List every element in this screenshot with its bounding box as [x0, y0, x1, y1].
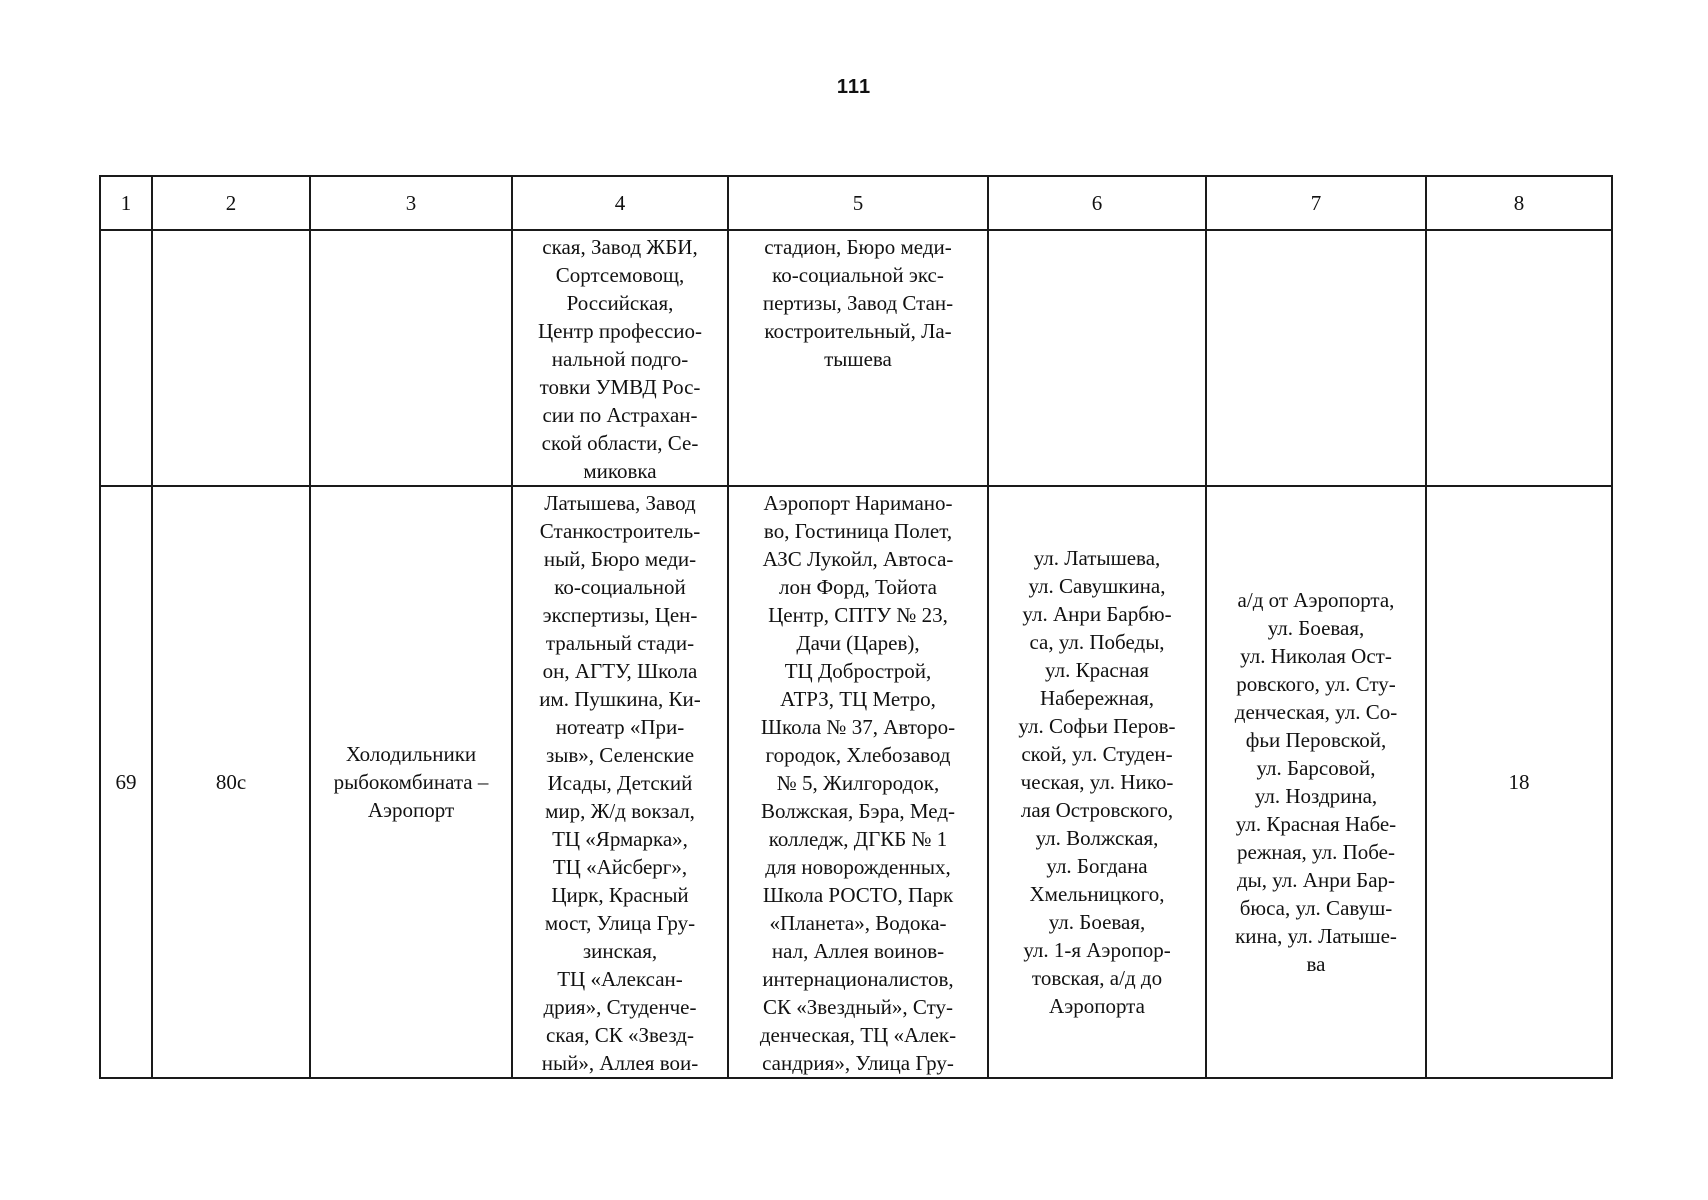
text-line: для новорожденных, [765, 855, 951, 879]
header-cell-1: 1 [100, 176, 152, 230]
text-line: Латышева, Завод [544, 491, 696, 515]
text-line: СК «Звездный», Сту- [763, 995, 953, 1019]
text-line: АТРЗ, ТЦ Метро, [780, 687, 936, 711]
cont-cell-streets-backward [1206, 230, 1426, 486]
text-line: ул. Боевая, [1048, 910, 1146, 934]
text-line: Центр, СПТУ № 23, [768, 603, 948, 627]
table-header-row [100, 176, 1612, 230]
header-cell-2: 2 [152, 176, 310, 230]
header-cell-6: 6 [988, 176, 1206, 230]
stops-forward-cell [512, 486, 728, 1078]
stops-backward-lines [733, 489, 983, 1077]
text-line: ТЦ «Ярмарка», [552, 827, 688, 851]
text-line: Хмельницкого, [1029, 882, 1165, 906]
cont-cell-route-name [310, 230, 512, 486]
text-line: денческая, ТЦ «Алек- [759, 1023, 957, 1047]
text-line: фьи Перовской, [1245, 728, 1387, 752]
text-line: Аэропорт [367, 798, 455, 822]
cont-cell-length [1426, 230, 1612, 486]
text-line: Школа № 37, Авторо- [760, 715, 956, 739]
text-line: миковка [583, 459, 657, 483]
text-line: ТЦ «Алексан- [557, 967, 683, 991]
streets-backward-cell [1206, 486, 1426, 1078]
text-line: нальной подго- [551, 347, 689, 371]
text-line: Школа РОСТО, Парк [762, 883, 954, 907]
text-line: ул. Николая Ост- [1240, 644, 1392, 668]
text-line: ТЦ Добрострой, [784, 659, 932, 683]
text-line: Цирк, Красный [551, 883, 689, 907]
text-line: Холодильники [345, 742, 477, 766]
route-row-69 [100, 486, 1612, 1078]
stops-backward-cell [728, 486, 988, 1078]
text-line: ул. Красная Набе- [1235, 812, 1397, 836]
text-line: рыбокомбината – [333, 770, 489, 794]
route-code-cell: 80с [152, 486, 310, 1078]
text-line: ный», Аллея вои- [541, 1051, 699, 1075]
text-line: бюса, ул. Савуш- [1239, 896, 1393, 920]
text-line: нотеатр «При- [555, 715, 685, 739]
streets-forward-cell [988, 486, 1206, 1078]
text-line: стадион, Бюро меди- [764, 235, 952, 259]
text-line: им. Пушкина, Ки- [539, 687, 701, 711]
text-line: кина, ул. Латыше- [1235, 924, 1397, 948]
text-line: тышева [824, 347, 892, 371]
text-line: «Планета», Водока- [769, 911, 947, 935]
text-line: ул. Красная [1045, 658, 1149, 682]
text-line: ул. Богдана [1046, 854, 1148, 878]
text-line: ТЦ «Айсберг», [552, 855, 688, 879]
text-line: режная, ул. Побе- [1237, 840, 1395, 864]
text-line: Исады, Детский [547, 771, 693, 795]
text-line: сандрия», Улица Гру- [762, 1051, 954, 1075]
text-line: ул. 1-я Аэропор- [1023, 938, 1171, 962]
text-line: ровского, ул. Сту- [1236, 672, 1396, 696]
cont-cell-number [100, 230, 152, 486]
header-cell-4: 4 [512, 176, 728, 230]
text-line: Аэропорт Наримано- [763, 491, 953, 515]
text-line: № 5, Жилгородок, [776, 771, 940, 795]
streets-backward-lines [1211, 586, 1421, 978]
text-line: ул. Софьи Перов- [1018, 714, 1176, 738]
text-line: ская, СК «Звезд- [546, 1023, 694, 1047]
text-line: ской области, Се- [541, 431, 699, 455]
header-cell-5: 5 [728, 176, 988, 230]
text-line: колледж, ДГКБ № 1 [768, 827, 948, 851]
text-line: экспертизы, Цен- [542, 603, 698, 627]
text-line: Российская, [566, 291, 674, 315]
text-line: ул. Волжская, [1035, 826, 1159, 850]
text-line: ул. Боевая, [1267, 616, 1365, 640]
text-line: ный, Бюро меди- [543, 547, 697, 571]
route-number-cell: 69 [100, 486, 152, 1078]
cont-cell-streets-forward [988, 230, 1206, 486]
text-line: ко-социальной [554, 575, 686, 599]
header-cell-7: 7 [1206, 176, 1426, 230]
header-cell-3: 3 [310, 176, 512, 230]
text-line: зыв», Селенские [545, 743, 695, 767]
text-line: товская, а/д до [1031, 966, 1163, 990]
streets-forward-lines [993, 544, 1201, 1020]
text-line: денческая, ул. Со- [1234, 700, 1398, 724]
text-line: ул. Ноздрина, [1254, 784, 1378, 808]
text-line: са, ул. Победы, [1029, 630, 1165, 654]
text-line: лон Форд, Тойота [779, 575, 937, 599]
header-cell-8: 8 [1426, 176, 1612, 230]
cont-cell-route-code [152, 230, 310, 486]
text-line: Набережная, [1039, 686, 1154, 710]
text-line: ской, ул. Студен- [1021, 742, 1173, 766]
text-line: Центр профессио- [538, 319, 702, 343]
text-line: он, АГТУ, Школа [542, 659, 698, 683]
text-line: ская, Завод ЖБИ, [542, 235, 698, 259]
text-line: интернационалистов, [762, 967, 954, 991]
continuation-row [100, 230, 1612, 486]
text-line: АЗС Лукойл, Автоса- [762, 547, 954, 571]
text-line: тральный стади- [545, 631, 695, 655]
route-name-cell [310, 486, 512, 1078]
text-line: ды, ул. Анри Бар- [1236, 868, 1396, 892]
text-line: мир, Ж/д вокзал, [545, 799, 695, 823]
text-line: дрия», Студенче- [543, 995, 697, 1019]
text-line: товки УМВД Рос- [539, 375, 701, 399]
cont-cell-stops-backward [728, 230, 988, 486]
text-line: Аэропорта [1049, 994, 1145, 1018]
text-line: во, Гостиница Полет, [763, 519, 953, 543]
text-line: костроительный, Ла- [764, 319, 952, 343]
text-line: мост, Улица Гру- [544, 911, 696, 935]
text-line: лая Островского, [1020, 798, 1174, 822]
text-line: сии по Астрахан- [542, 403, 698, 427]
text-line: Дачи (Царев), [796, 631, 920, 655]
text-line: нал, Аллея воинов- [771, 939, 945, 963]
route-length-cell: 18 [1426, 486, 1612, 1078]
cont-stops-forward-lines [517, 233, 723, 485]
text-line: зинская, [582, 939, 658, 963]
text-line: ческая, ул. Нико- [1020, 770, 1174, 794]
text-line: городок, Хлебозавод [765, 743, 951, 767]
text-line: ул. Барсовой, [1256, 756, 1376, 780]
text-line: Волжская, Бэра, Мед- [760, 799, 956, 823]
text-line: ул. Анри Барбю- [1022, 602, 1172, 626]
route-table [99, 175, 1613, 1079]
text-line: ко-социальной экс- [772, 263, 944, 287]
cont-stops-backward-lines [733, 233, 983, 373]
route-name-lines [315, 740, 507, 824]
text-line: ул. Латышева, [1033, 546, 1161, 570]
stops-forward-lines [517, 489, 723, 1077]
text-line: пертизы, Завод Стан- [762, 291, 954, 315]
text-line: ул. Савушкина, [1028, 574, 1166, 598]
text-line: а/д от Аэропорта, [1237, 588, 1395, 612]
cont-cell-stops-forward [512, 230, 728, 486]
text-line: Станкостроитель- [539, 519, 701, 543]
page-number: 111 [836, 76, 872, 98]
text-line: ва [1306, 952, 1326, 976]
text-line: Сортсемовощ, [555, 263, 685, 287]
